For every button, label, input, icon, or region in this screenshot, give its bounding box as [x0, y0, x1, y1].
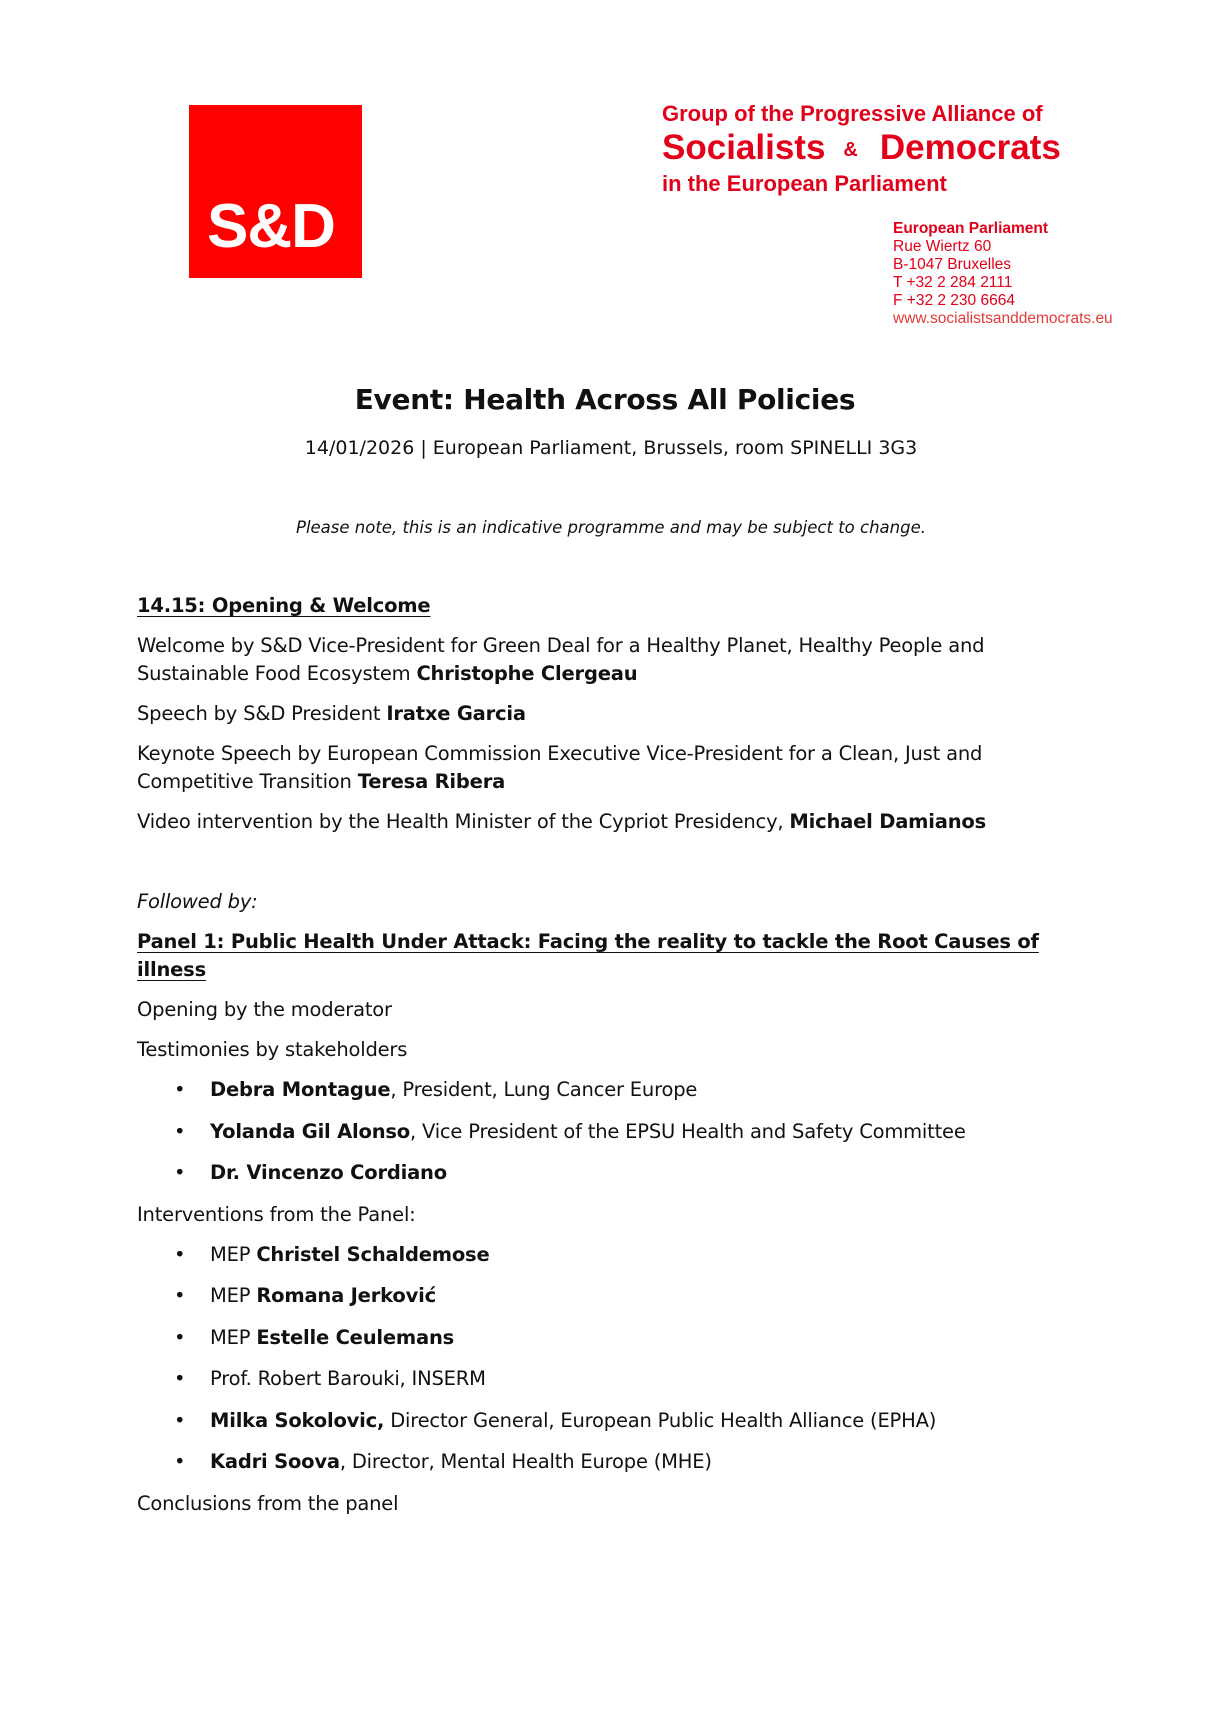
address-street: Rue Wiertz 60 — [893, 238, 992, 255]
interventions-list — [137, 1241, 1097, 1477]
bullet-icon: • — [174, 1325, 186, 1349]
opening-heading: 14.15: Opening & Welcome — [137, 594, 431, 617]
panel1-heading: Panel 1: Public Health Under Attack: Facing the reality to tackle the Root Causes of illness — [137, 930, 1039, 981]
bullet-icon: • — [174, 1161, 186, 1184]
opening-item-welcome — [137, 632, 1097, 688]
opening-item-text: Welcome by S&D Vice-President for Green Deal for a Healthy Planet, Healthy People and Sustainable Food Ecosystem — [137, 634, 985, 685]
speaker-prefix: MEP — [210, 1242, 257, 1266]
org-democrats: Democrats — [879, 128, 1061, 167]
speaker-name: Dr. Vincenzo Cordiano — [210, 1161, 447, 1184]
list-item — [137, 1365, 1097, 1393]
bullet-icon: • — [174, 1367, 186, 1390]
speaker-name: Yolanda Gil Alonso — [210, 1119, 410, 1143]
speaker-role: , President, Lung Cancer Europe — [390, 1078, 698, 1101]
opening-item-text: Video intervention by the Health Minister of the Cypriot Presidency, — [137, 810, 790, 833]
opening-item-speech — [137, 700, 1097, 728]
speaker-name: Michael Damianos — [789, 810, 987, 833]
speaker-prefix: MEP — [210, 1284, 257, 1307]
address-phone: T +32 2 284 2111 — [893, 274, 1013, 291]
speaker-name: Christel Schaldemose — [256, 1242, 490, 1266]
list-item — [137, 1241, 1097, 1269]
bullet-icon: • — [174, 1242, 186, 1266]
bullet-icon: • — [174, 1450, 186, 1473]
speaker-name: Teresa Ribera — [357, 770, 506, 793]
interventions-label: Interventions from the Panel: — [137, 1202, 416, 1226]
testimonies-label: Testimonies by stakeholders — [137, 1038, 408, 1061]
list-item — [137, 1118, 1097, 1146]
followed-by: Followed by: — [137, 890, 258, 913]
list-item — [137, 1407, 1097, 1435]
logo-text: S&D — [207, 192, 335, 261]
list-item — [137, 1076, 1097, 1104]
org-line-1: Group of the Progressive Alliance of — [662, 101, 1043, 126]
sd-logo — [189, 105, 362, 278]
address-website-link[interactable]: www.socialistsanddemocrats.eu — [893, 310, 1113, 327]
programme-content — [137, 592, 1097, 1530]
address-city: B-1047 Bruxelles — [893, 256, 1012, 273]
list-item — [137, 1324, 1097, 1352]
org-line-3: in the European Parliament — [662, 171, 947, 196]
address-name: European Parliament — [893, 220, 1049, 237]
speaker-name: Estelle Ceulemans — [256, 1325, 455, 1349]
organization-name — [662, 100, 1061, 198]
bullet-icon: • — [174, 1408, 186, 1432]
speaker-name: Christophe Clergeau — [416, 662, 638, 685]
org-socialists: Socialists — [662, 128, 826, 167]
programme-note: Please note, this is an indicative programme and may be subject to change. — [296, 518, 926, 537]
speaker-role: , Director, Mental Health Europe (MHE) — [339, 1450, 712, 1473]
bullet-icon: • — [174, 1078, 186, 1101]
speaker-name: Milka Sokolovic, — [210, 1408, 385, 1432]
opening-item-keynote — [137, 740, 1097, 796]
spacer — [137, 848, 1097, 888]
opening-item-text: Keynote Speech by European Commission Executive Vice-President for a Clean, Just and Competitive Transition — [137, 742, 983, 793]
opening-item-text: Speech by S&D President — [137, 702, 387, 725]
speaker-role: , Vice President of the EPSU Health and Safety Committee — [409, 1119, 966, 1143]
bullet-icon: • — [174, 1119, 186, 1143]
list-item — [137, 1282, 1097, 1310]
address-block — [893, 220, 1113, 328]
speaker-prefix: MEP — [210, 1325, 257, 1349]
panel1-opening: Opening by the moderator — [137, 998, 392, 1021]
speaker-name: Romana Jerković — [256, 1284, 436, 1307]
speaker-prefix: Prof. Robert Barouki, INSERM — [210, 1367, 486, 1390]
speaker-name: Kadri Soova — [210, 1450, 340, 1473]
speaker-name: Iratxe Garcia — [386, 702, 526, 725]
speaker-role: Director General, European Public Health Alliance (EPHA) — [384, 1408, 937, 1432]
speaker-name: Debra Montague — [210, 1078, 391, 1101]
list-item — [137, 1448, 1097, 1476]
org-ampersand: & — [843, 139, 858, 161]
event-subtitle: 14/01/2026 | European Parliament, Brussels, room SPINELLI 3G3 — [304, 437, 918, 459]
org-line-2 — [662, 128, 1061, 170]
panel1-conclusions: Conclusions from the panel — [137, 1491, 399, 1515]
list-item — [137, 1159, 1097, 1187]
bullet-icon: • — [174, 1284, 186, 1307]
address-fax: F +32 2 230 6664 — [893, 292, 1015, 309]
testimonies-list — [137, 1076, 1097, 1187]
event-title: Event: Health Across All Policies — [354, 383, 856, 416]
opening-item-video — [137, 808, 1097, 836]
